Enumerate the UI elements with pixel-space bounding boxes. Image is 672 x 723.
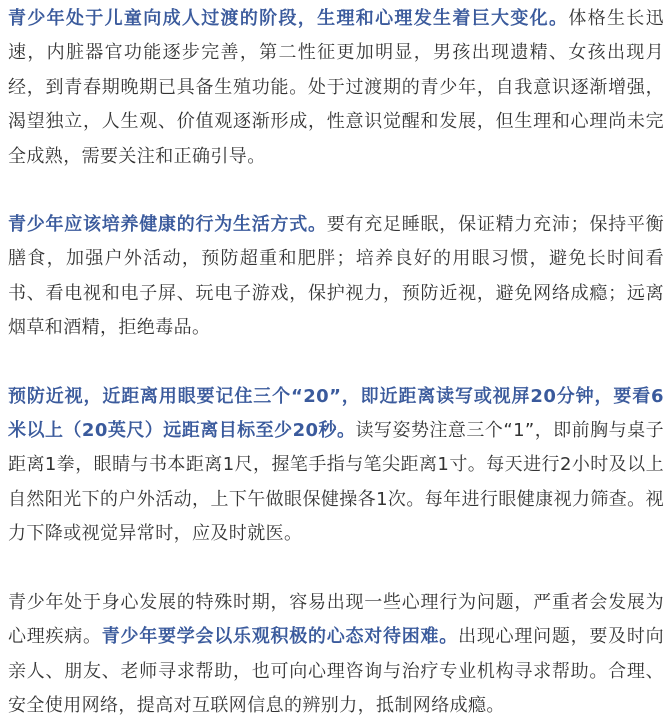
paragraph-myopia-prevention <box>8 380 664 552</box>
paragraph-mental-health <box>8 586 664 723</box>
paragraph-adolescent-transition <box>8 2 664 174</box>
paragraph-highlight: 预防近视，近距离用眼要记住三个“20”，即近距离读写或视屏20分钟，要看6米以上（20英尺）远距离目标至少20秒。 <box>8 385 664 442</box>
paragraph-highlight: 青少年处于儿童向成人过渡的阶段，生理和心理发生着巨大变化。 <box>8 8 569 29</box>
paragraph-text: 读写姿势注意三个“1”，即前胸与桌子距离1拳，眼睛与书本距离1尺，握笔手指与笔尖距离1寸。每天进行2小时及以上自然阳光下的户外活动，上下午做眼保健操各1次。每年进行眼健康视力筛查。视力下降或视觉异常时，应及时就医。 <box>8 420 664 545</box>
paragraph-healthy-lifestyle <box>8 208 664 346</box>
paragraph-highlight: 青少年要学会以乐观积极的心态对待困难。 <box>101 626 459 648</box>
paragraph-highlight: 青少年应该培养健康的行为生活方式。 <box>8 214 327 236</box>
paragraph-text: 体格生长迅速，内脏器官功能逐步完善，第二性征更加明显，男孩出现遗精、女孩出现月经，到青春期晚期已具备生殖功能。处于过渡期的青少年，自我意识逐渐增强，渴望独立，人生观、价值观逐渐形成，性意识觉醒和发展，但生理和心理尚未完全成熟，需要关注和正确引导。 <box>8 8 664 167</box>
paragraph-text: 要有充足睡眠，保证精力充沛；保持平衡膳食，加强户外活动，预防超重和肥胖；培养良好的用眼习惯，避免长时间看书、看电视和电子屏、玩电子游戏，保护视力，预防近视，避免网络成瘾；远离烟草和酒精，拒绝毒品。 <box>8 214 664 339</box>
paragraph-text: 出现心理问题，要及时向亲人、朋友、老师寻求帮助，也可向心理咨询与治疗专业机构寻求帮助。合理、安全使用网络，提高对互联网信息的辨别力，抵制网络成瘾。 <box>8 626 664 716</box>
paragraph-intro-text: 青少年处于身心发展的特殊时期，容易出现一些心理行为问题，严重者会发展为心理疾病。 <box>8 591 664 648</box>
